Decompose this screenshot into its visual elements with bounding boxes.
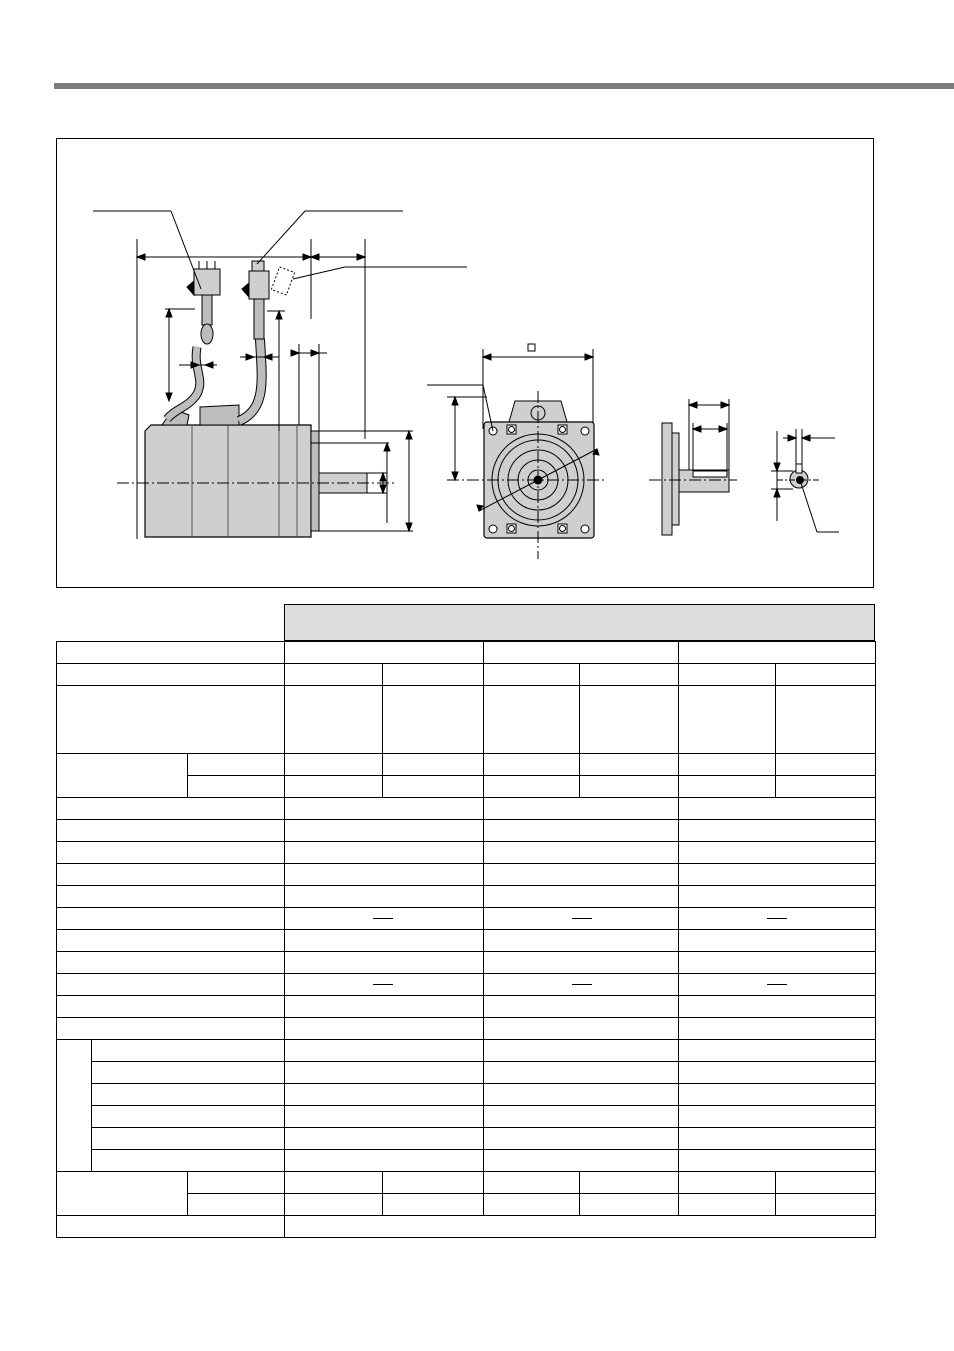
dimension-drawing xyxy=(57,139,874,588)
table-row xyxy=(57,1216,876,1238)
table-row xyxy=(57,1018,876,1040)
table-row xyxy=(57,1062,876,1084)
table-row xyxy=(57,974,876,996)
table-row xyxy=(57,1106,876,1128)
table-row xyxy=(57,952,876,974)
table-row xyxy=(57,1150,876,1172)
table-row xyxy=(57,930,876,952)
spec-table-grid xyxy=(56,641,876,1238)
top-rule xyxy=(54,83,954,89)
table-row xyxy=(57,664,876,686)
table-row xyxy=(57,820,876,842)
fraction-bar xyxy=(572,984,592,985)
table-row xyxy=(57,686,876,754)
fraction-bar xyxy=(373,918,393,919)
encoder-connector-icon xyxy=(249,271,269,299)
spec-table xyxy=(56,641,875,1238)
front-flange-view xyxy=(427,344,605,559)
fraction-bar xyxy=(767,984,787,985)
table-row xyxy=(57,996,876,1018)
table-row xyxy=(57,842,876,864)
table-row xyxy=(57,908,876,930)
dimension-drawing-frame xyxy=(56,138,874,588)
table-row xyxy=(57,1084,876,1106)
square-dimension-icon xyxy=(528,344,535,351)
shaft-end-view xyxy=(771,429,839,532)
table-row xyxy=(57,1172,876,1194)
table-row xyxy=(57,886,876,908)
fraction-bar xyxy=(572,918,592,919)
fraction-bar xyxy=(767,918,787,919)
table-row xyxy=(57,642,876,664)
fraction-bar xyxy=(373,984,393,985)
shaft-key-view xyxy=(649,399,737,535)
side-view xyxy=(93,211,467,539)
table-row xyxy=(57,864,876,886)
table-row xyxy=(57,1040,876,1062)
table-row xyxy=(57,1128,876,1150)
table-row xyxy=(57,798,876,820)
table-row xyxy=(57,754,876,776)
spec-table-header xyxy=(284,604,875,641)
